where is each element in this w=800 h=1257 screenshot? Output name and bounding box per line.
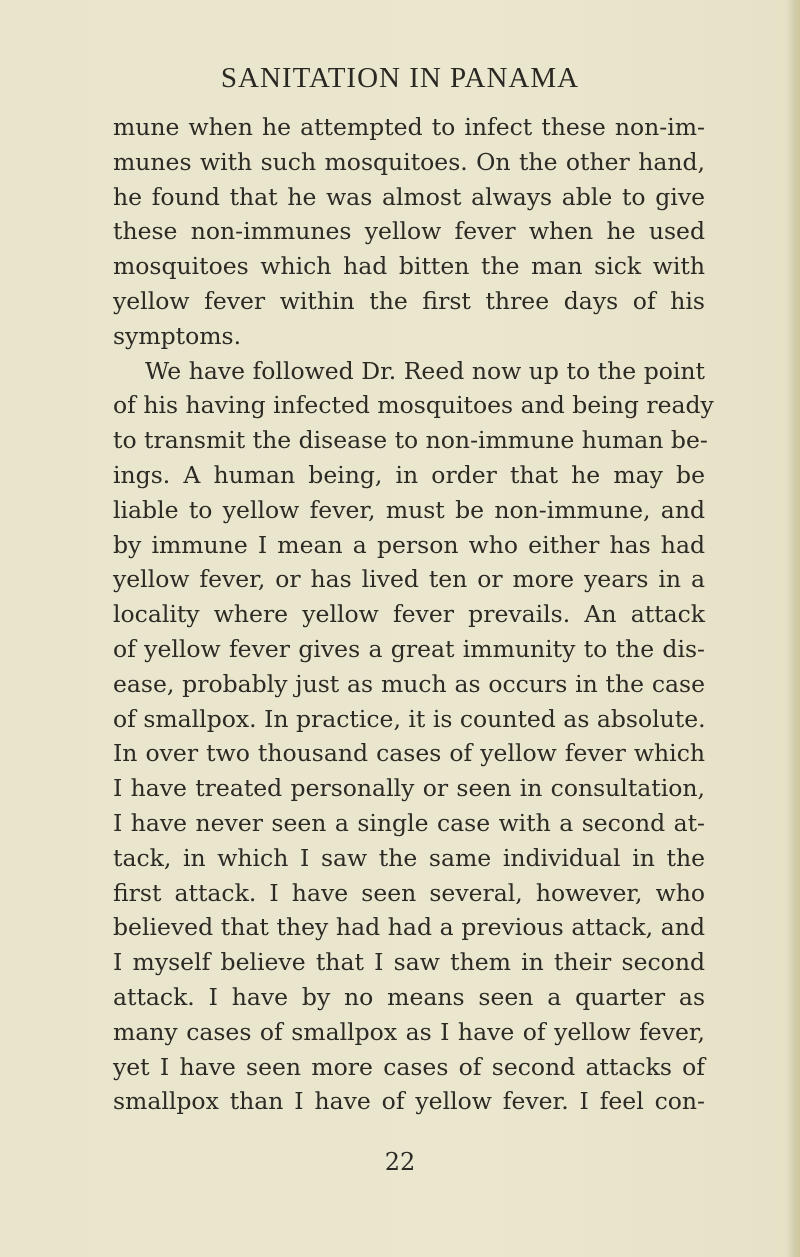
text-line-6: yellow fever within the first three days of his <box>113 286 705 315</box>
running-head: SANITATION IN PANAMA <box>220 62 580 94</box>
text-line-9: of his having infected mosquitoes and being ready <box>113 391 714 420</box>
text-line-7: symptoms. <box>113 321 242 350</box>
text-line-1: mune when he attempted to infect these non-im- <box>113 113 705 141</box>
text-line-23: first attack. I have seen several, however, who <box>113 878 705 907</box>
text-line-8: We have followed Dr. Reed now up to the point <box>145 356 705 385</box>
text-line-15: locality where yellow fever prevails. An attack <box>113 600 705 629</box>
text-line-19: In over two thousand cases of yellow fever which <box>113 739 705 768</box>
text-line-24: believed that they had had a previous attack, and <box>113 913 705 942</box>
text-line-16: of yellow fever gives a great immunity to the dis- <box>113 634 705 663</box>
text-line-20: I have treated personally or seen in consultation, <box>113 774 705 803</box>
text-line-28: yet I have seen more cases of second attacks of <box>113 1052 705 1081</box>
text-line-13: by immune I mean a person who either has had <box>113 530 705 559</box>
text-line-29: smallpox than I have of yellow fever. I feel con- <box>113 1087 705 1116</box>
text-line-17: ease, probably just as much as occurs in the case <box>113 669 705 698</box>
text-line-3: he found that he was almost always able to give <box>113 182 705 211</box>
text-line-25: I myself believe that I saw them in their second <box>113 948 705 977</box>
text-line-21: I have never seen a single case with a second at- <box>113 808 705 837</box>
body-text <box>113 110 714 1119</box>
text-line-14: yellow fever, or has lived ten or more years in a <box>113 565 705 594</box>
text-line-10: to transmit the disease to non-immune human be- <box>113 426 708 455</box>
page-edge-shadow <box>786 0 800 1257</box>
text-line-12: liable to yellow fever, must be non-immune, and <box>113 495 705 524</box>
text-line-5: mosquitoes which had bitten the man sick with <box>113 252 705 281</box>
text-line-27: many cases of smallpox as I have of yellow fever, <box>113 1017 705 1046</box>
page-number: 22 <box>384 1148 416 1176</box>
text-line-4: these non-immunes yellow fever when he used <box>113 217 705 246</box>
text-line-2: munes with such mosquitoes. On the other hand, <box>113 147 705 176</box>
text-line-22: tack, in which I saw the same individual in the <box>113 843 705 872</box>
text-line-11: ings. A human being, in order that he may be <box>113 460 705 489</box>
text-line-18: of smallpox. In practice, it is counted as absolute. <box>113 704 706 733</box>
text-line-26: attack. I have by no means seen a quarter as <box>113 982 705 1011</box>
